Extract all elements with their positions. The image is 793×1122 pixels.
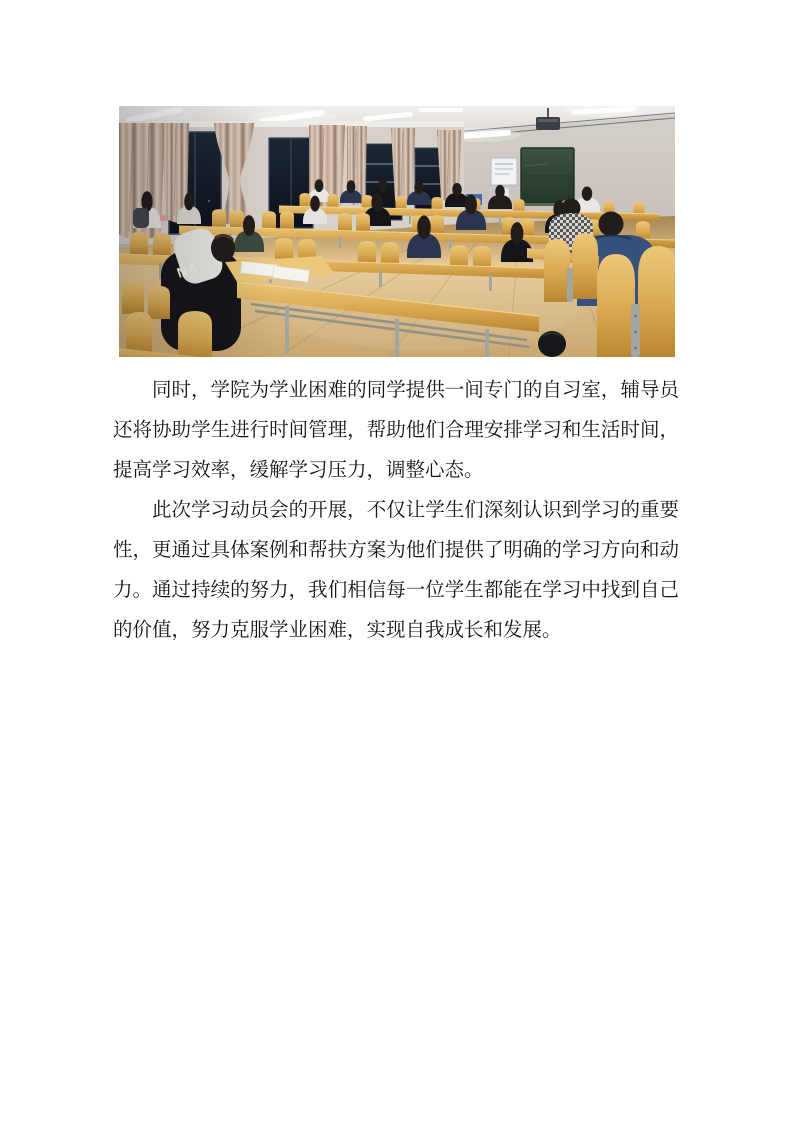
- paragraph-2: 此次学习动员会的开展，不仅让学生们深刻认识到学习的重要性，更通过具体案例和帮扶方案为他们提供了明确的学习方向和动力。通过持续的努力，我们相信每一位学生都能在学习中找到自己的价值，努力克服学业困难，实现自我成长和发展。: [113, 500, 679, 641]
- paragraph-1: 同时，学院为学业困难的同学提供一间专门的自习室，辅导员还将协助学生进行时间管理，帮助他们合理安排学习和生活时间，提高学习效率，缓解学习压力，调整心态。: [113, 380, 679, 481]
- classroom-illustration: [119, 106, 675, 357]
- classroom-photo: [119, 106, 675, 357]
- photo-vignette: [119, 106, 675, 357]
- article-body: [113, 371, 679, 651]
